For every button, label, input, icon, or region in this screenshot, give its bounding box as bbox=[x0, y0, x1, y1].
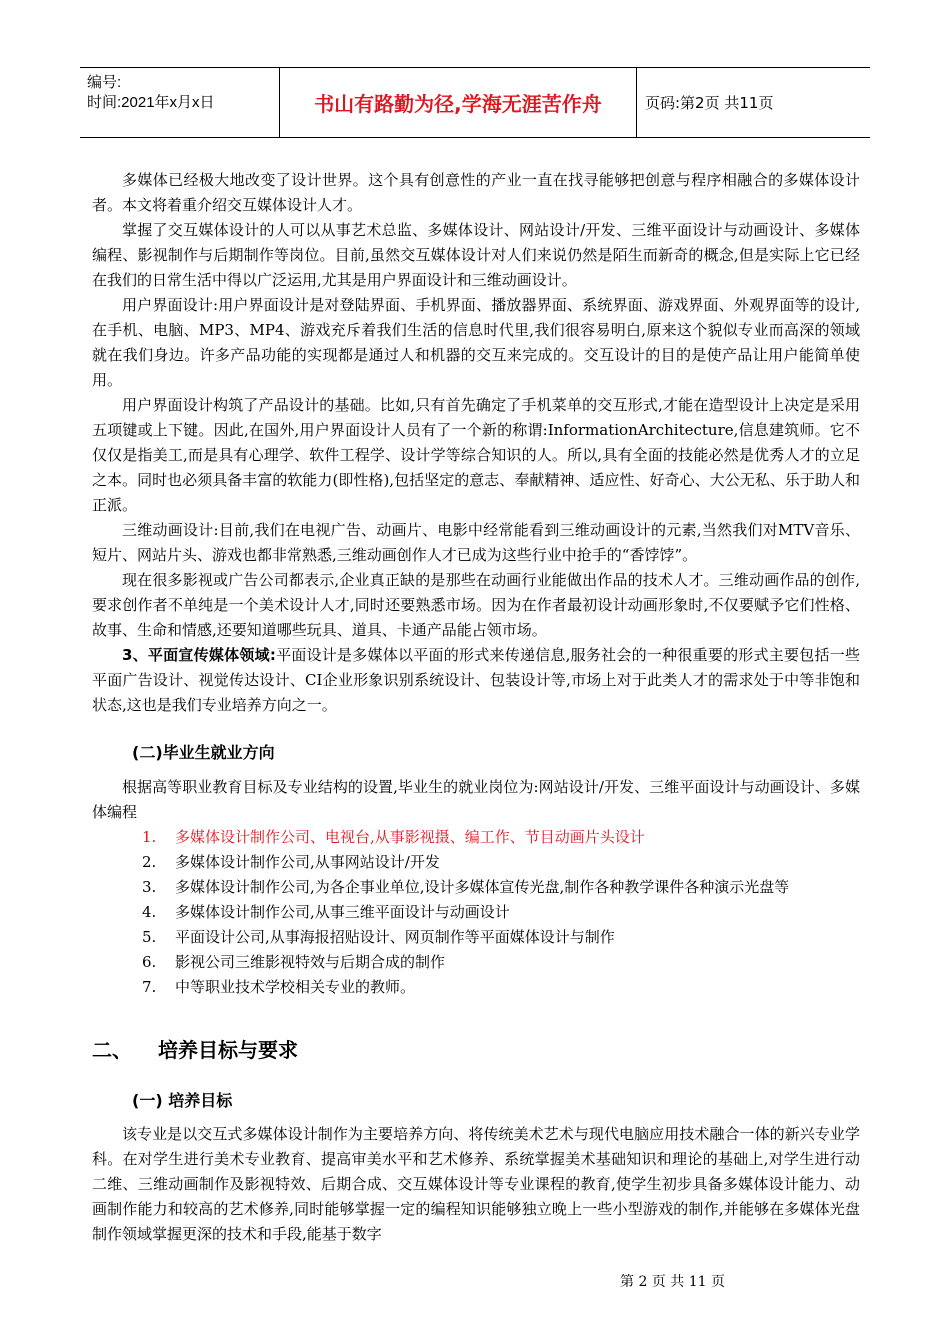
heading-2-title: 培养目标与要求 bbox=[158, 1038, 298, 1062]
header-motto: 书山有路勤为径,学海无涯苦作舟 bbox=[280, 68, 637, 137]
goal-paragraph: 该专业是以交互式多媒体设计制作为主要培养方向、将传统美术艺术与现代电脑应用技术融合一体的新兴专业学科。在对学生进行美术专业教育、提高审美水平和艺术修养、系统掌握美术基础知识和理论的基础上,对学生进行动二维、三维动画制作及影视特效、后期合成、交互媒体设计等专业课程的教育,使学生初步具备多媒体设计能力、动画制作能力和较高的艺术修养,同时能够掌握一定的编程知识能够独立晚上一些小型游戏的制作,并能够在多媒体光盘制作领域掌握更深的技术和手段,能基于数字 bbox=[92, 1125, 860, 1243]
number-label: 编号: bbox=[87, 74, 122, 91]
list-item bbox=[92, 925, 860, 950]
paragraph: 三维动画设计:目前,我们在电视广告、动画片、电影中经常能看到三维动画设计的元素,当然我们对MTV音乐、短片、网站片头、游戏也都非常熟悉,三维动画创作人才已成为这些行业中抢手的“香饽饽”。 bbox=[92, 521, 860, 564]
time-label: 时间:2021年x月x日 bbox=[87, 94, 215, 111]
subheading-employment: (二)毕业生就业方向 bbox=[132, 743, 275, 762]
section-heading-2 bbox=[92, 1038, 860, 1063]
heading-2 bbox=[92, 1038, 860, 1063]
employment-section bbox=[92, 739, 860, 1000]
list-num: 3. bbox=[142, 878, 157, 896]
header-page-info: 页码:第2页 共11页 bbox=[645, 94, 774, 112]
paragraph: 用户界面设计构筑了产品设计的基础。比如,只有首先确定了手机菜单的交互形式,才能在造型设计上决定是采用五项键或上下键。因此,在国外,用户界面设计人员有了一个新的称谓:InformationArchitecture,信息建筑师。它不仅仅是指美工,而是具有心理学、软件工程学、设计学等综合知识的人。所以,具有全面的技能必然是优秀人才的立足之本。同时也必须具备丰富的软能力(即性格),包括坚定的意志、奉献精神、适应性、好奇心、大公无私、乐于助人和正派。 bbox=[92, 396, 860, 514]
paragraph: 用户界面设计:用户界面设计是对登陆界面、手机界面、播放器界面、系统界面、游戏界面、外观界面等的设计,在手机、电脑、MP3、MP4、游戏充斥着我们生活的信息时代里,我们很容易明白,原来这个貌似专业而高深的领域就在我们身边。许多产品功能的实现都是通过人和机器的交互来完成的。交互设计的目的是使产品让用户能简单使用。 bbox=[92, 296, 860, 389]
list-num: 2. bbox=[142, 853, 157, 871]
employment-intro: 根据高等职业教育目标及专业结构的设置,毕业生的就业岗位为:网站设计/开发、三维平面设计与动画设计、多媒体编程 bbox=[92, 778, 860, 821]
list-text: 平面设计公司,从事海报招贴设计、网页制作等平面媒体设计与制作 bbox=[175, 928, 615, 946]
paragraph: 现在很多影视或广告公司都表示,企业真正缺的是那些在动画行业能做出作品的技术人才。三维动画作品的创作,要求创作者不单纯是一个美术设计人才,同时还要熟悉市场。因为在作者最初设计动画形象时,不仅要赋予它们性格、故事、生命和情感,还要知道哪些玩具、道具、卡通产品能占领市场。 bbox=[92, 571, 860, 639]
section3-text: 平面设计是多媒体以平面的形式来传递信息,服务社会的一种很重要的形式主要包括一些平面广告设计、视觉传达设计、CI企业形象识别系统设计、包装设计等,市场上对于此类人才的需求处于中等非饱和状态,这也是我们专业培养方向之一。 bbox=[92, 646, 860, 714]
list-text: 多媒体设计制作公司,为各企事业单位,设计多媒体宣传光盘,制作各种教学课件各种演示光盘等 bbox=[175, 878, 790, 896]
list-item bbox=[92, 900, 860, 925]
list-item bbox=[92, 975, 860, 1000]
list-item bbox=[92, 950, 860, 975]
section3-lead: 3、平面宣传媒体领域: bbox=[122, 646, 276, 664]
list-text: 多媒体设计制作公司、电视台,从事影视摄、编工作、节目动画片头设计 bbox=[175, 828, 645, 846]
list-text: 影视公司三维影视特效与后期合成的制作 bbox=[175, 953, 446, 971]
section3-paragraph bbox=[92, 643, 860, 718]
list-item bbox=[92, 875, 860, 900]
list-text: 多媒体设计制作公司,从事三维平面设计与动画设计 bbox=[175, 903, 510, 921]
list-num: 1. bbox=[142, 828, 157, 846]
page-header bbox=[80, 67, 870, 138]
list-num: 5. bbox=[142, 928, 157, 946]
page-footer: 第 2 页 共 11 页 bbox=[620, 1274, 725, 1290]
list-num: 7. bbox=[142, 978, 157, 996]
list-item bbox=[92, 850, 860, 875]
paragraph: 掌握了交互媒体设计的人可以从事艺术总监、多媒体设计、网站设计/开发、三维平面设计与动画设计、多媒体编程、影视制作与后期制作等岗位。目前,虽然交互媒体设计对人们来说仍然是陌生而新奇的概念,但是实际上它已经在我们的日常生活中得以广泛运用,尤其是用户界面设计和三维动画设计。 bbox=[92, 221, 860, 289]
list-text: 多媒体设计制作公司,从事网站设计/开发 bbox=[175, 853, 440, 871]
list-text: 中等职业技术学校相关专业的教师。 bbox=[175, 978, 416, 996]
goal-section bbox=[92, 1088, 860, 1247]
paragraph: 多媒体已经极大地改变了设计世界。这个具有创意性的产业一直在找寻能够把创意与程序相融合的多媒体设计者。本文将着重介绍交互媒体设计人才。 bbox=[92, 171, 860, 214]
list-item bbox=[92, 825, 860, 850]
body-section-1 bbox=[92, 168, 860, 718]
header-meta bbox=[80, 68, 280, 137]
heading-2-num: 二、 bbox=[92, 1038, 132, 1062]
list-num: 6. bbox=[142, 953, 157, 971]
employment-list bbox=[92, 825, 860, 1000]
subheading-goal: (一) 培养目标 bbox=[132, 1091, 233, 1110]
list-num: 4. bbox=[142, 903, 157, 921]
